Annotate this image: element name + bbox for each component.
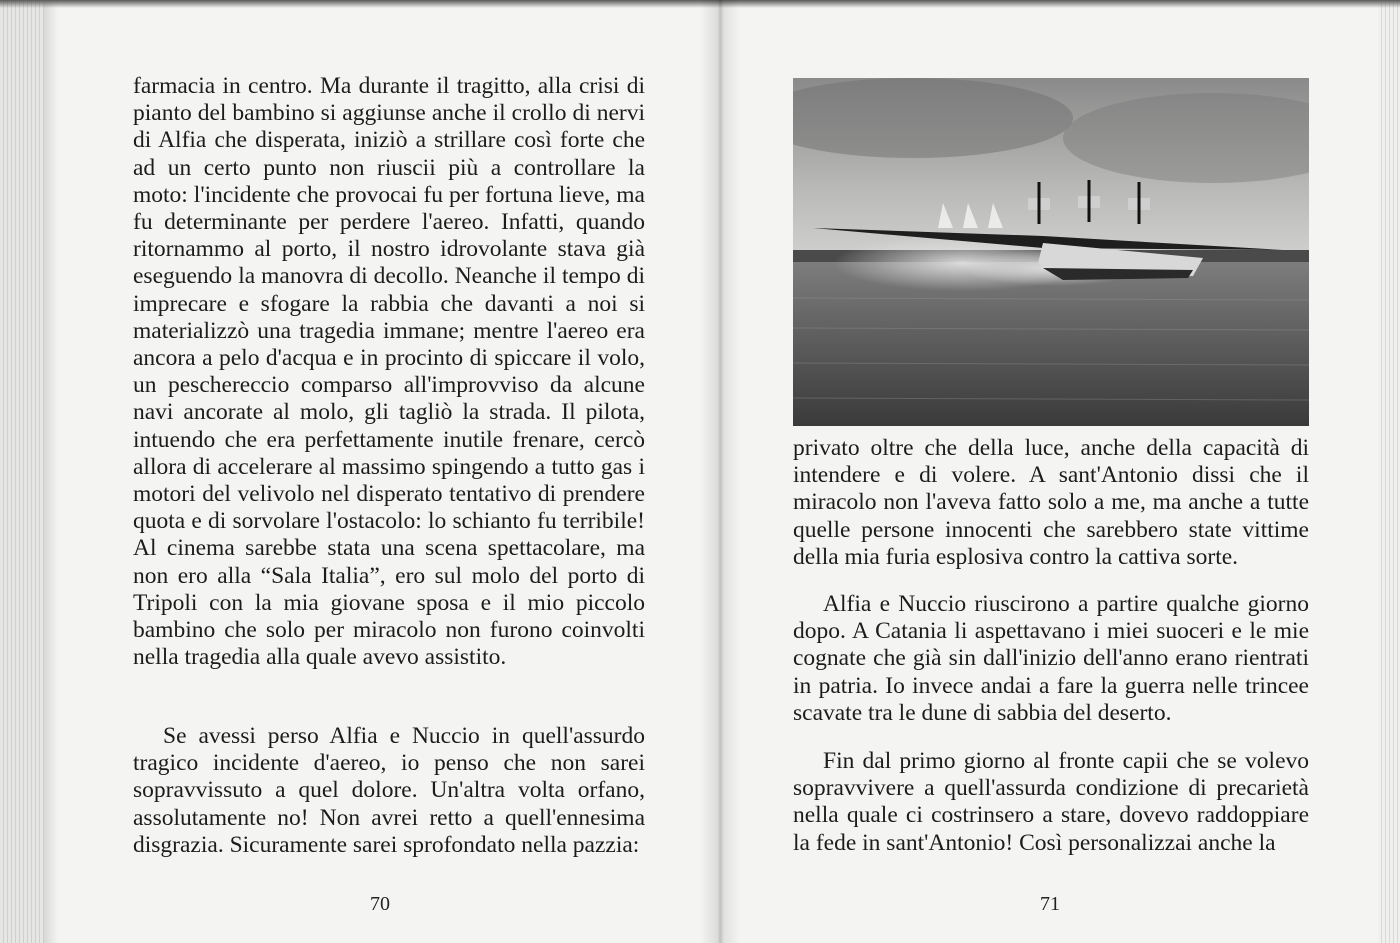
- right-page: [725, 0, 1375, 943]
- left-page-edges: [0, 0, 58, 943]
- seaplane-image: [793, 78, 1309, 426]
- left-page: [60, 0, 710, 943]
- paragraph: farmacia in centro. Ma durante il tragitto, alla crisi di pianto del bambino si aggiunse anche il crollo di nervi di Alfia che disperata, iniziò a strillare così forte che ad un certo punto non riuscii più a controllare la moto: l'incidente che provocai fu per fortuna lieve, ma fu determinante per perdere l'aereo. Infatti, quando ritornammo al porto, il nostro idrovolante stava già eseguendo la manovra di decollo. Neanche il tempo di imprecare e sfogare la rabbia che davanti a noi si materializzò una tragedia immane; mentre l'aereo era ancora a pelo d'acqua e in procinto di spiccare il volo, un peschereccio comparso all'improvviso da alcune navi ancorate al molo, gli tagliò la strada. Il pilota, intuendo che era perfettamente inutile frenare, cercò allora di accelerare al massimo spingendo a tutto gas i motori del velivolo nel disperato tentativo di prendere quota e di sorvolare l'ostacolo: lo schianto fu terribile! Al cinema sarebbe stata una scena spettacolare, ma non ero alla “Sala Italia”, ero sul molo del porto di Tripoli con la mia giovane sposa e il mio piccolo bambino che solo per miracolo non furono coinvolti nella tragedia alla quale avevo assistito.: [133, 73, 645, 671]
- paragraph: Se avessi perso Alfia e Nuccio in quell'assurdo tragico incidente d'aereo, io penso che non sarei sopravvissuto a quel dolore. Un'altra volta orfano, assolutamente no! Non avrei retto a quell'ennesima disgrazia. Sicuramente sarei sprofondato nella pazzia:: [133, 723, 645, 858]
- paragraph: privato oltre che della luce, anche della capacità di intendere e di volere. A sant'Antonio dissi che il miracolo non l'aveva fatto solo a me, ma anche a tutte quelle persone innocenti che sarebbero state vittime della mia furia esplosiva contro la cattiva sorte.: [793, 435, 1309, 570]
- seaplane-photo: [793, 78, 1309, 426]
- paragraph: Alfia e Nuccio riuscirono a partire qualche giorno dopo. A Catania li aspettavano i miei suoceri e le mie cognate che già sin dall'inizio dell'anno erano rientrati in patria. Io invece andai a fare la guerra nelle trincee scavate tra le dune di sabbia del deserto.: [793, 591, 1309, 726]
- right-page-edges: [1378, 0, 1400, 943]
- page-number: 71: [1040, 893, 1060, 915]
- page-number: 70: [370, 893, 390, 915]
- paragraph: Fin dal primo giorno al fronte capii che se volevo sopravvivere a quell'assurda condizione di precarietà nella quale ci costrinsero a stare, dovevo raddoppiare la fede in sant'Antonio! Così personalizzai anche la: [793, 748, 1309, 856]
